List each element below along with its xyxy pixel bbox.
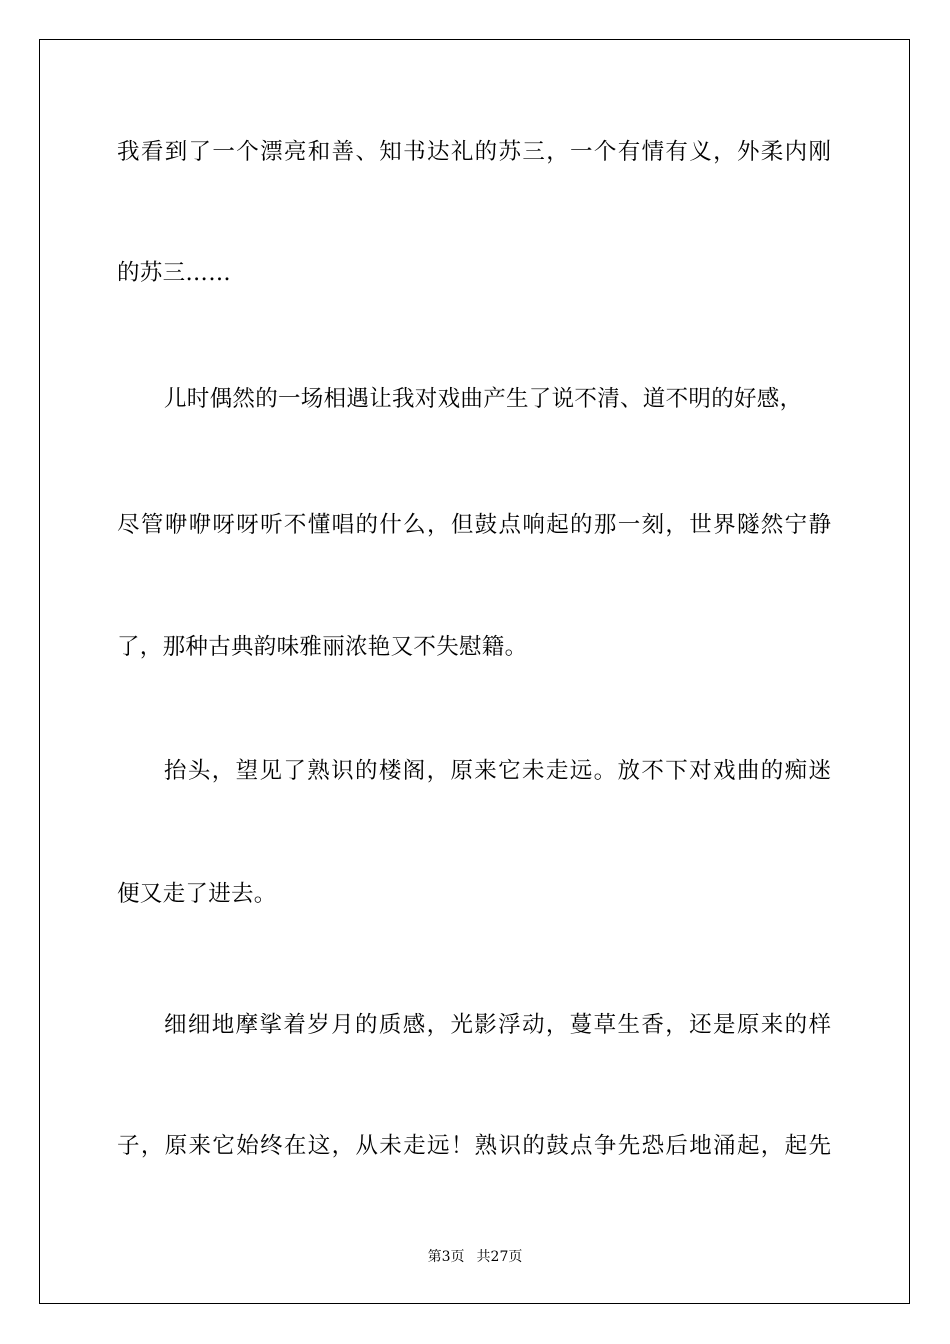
text-line-6: 抬头，望见了熟识的楼阁，原来它未走远。放不下对戏曲的痴迷 — [164, 758, 831, 784]
page-number: 第3页 — [427, 1249, 465, 1265]
text-line-4: 尽管咿咿呀呀听不懂唱的什么，但鼓点响起的那一刻，世界隧然宁静 — [117, 512, 831, 538]
text-line-1: 我看到了一个漂亮和善、知书达礼的苏三，一个有情有义，外柔内刚 — [117, 139, 831, 165]
text-line-2: 的苏三…… — [117, 260, 232, 286]
text-line-3: 儿时偶然的一场相遇让我对戏曲产生了说不清、道不明的好感， — [164, 386, 803, 412]
text-line-9: 子，原来它始终在这，从未走远！熟识的鼓点争先恐后地涌起，起先 — [117, 1133, 831, 1159]
text-line-7: 便又走了进去。 — [117, 881, 277, 907]
page-border — [39, 39, 910, 1304]
total-pages: 共27页 — [476, 1249, 523, 1265]
text-line-8: 细细地摩挲着岁月的质感，光影浮动，蔓草生香，还是原来的样 — [164, 1012, 831, 1038]
text-line-5: 了，那种古典韵味雅丽浓艳又不失慰籍。 — [117, 634, 528, 660]
page-footer — [0, 1248, 950, 1266]
